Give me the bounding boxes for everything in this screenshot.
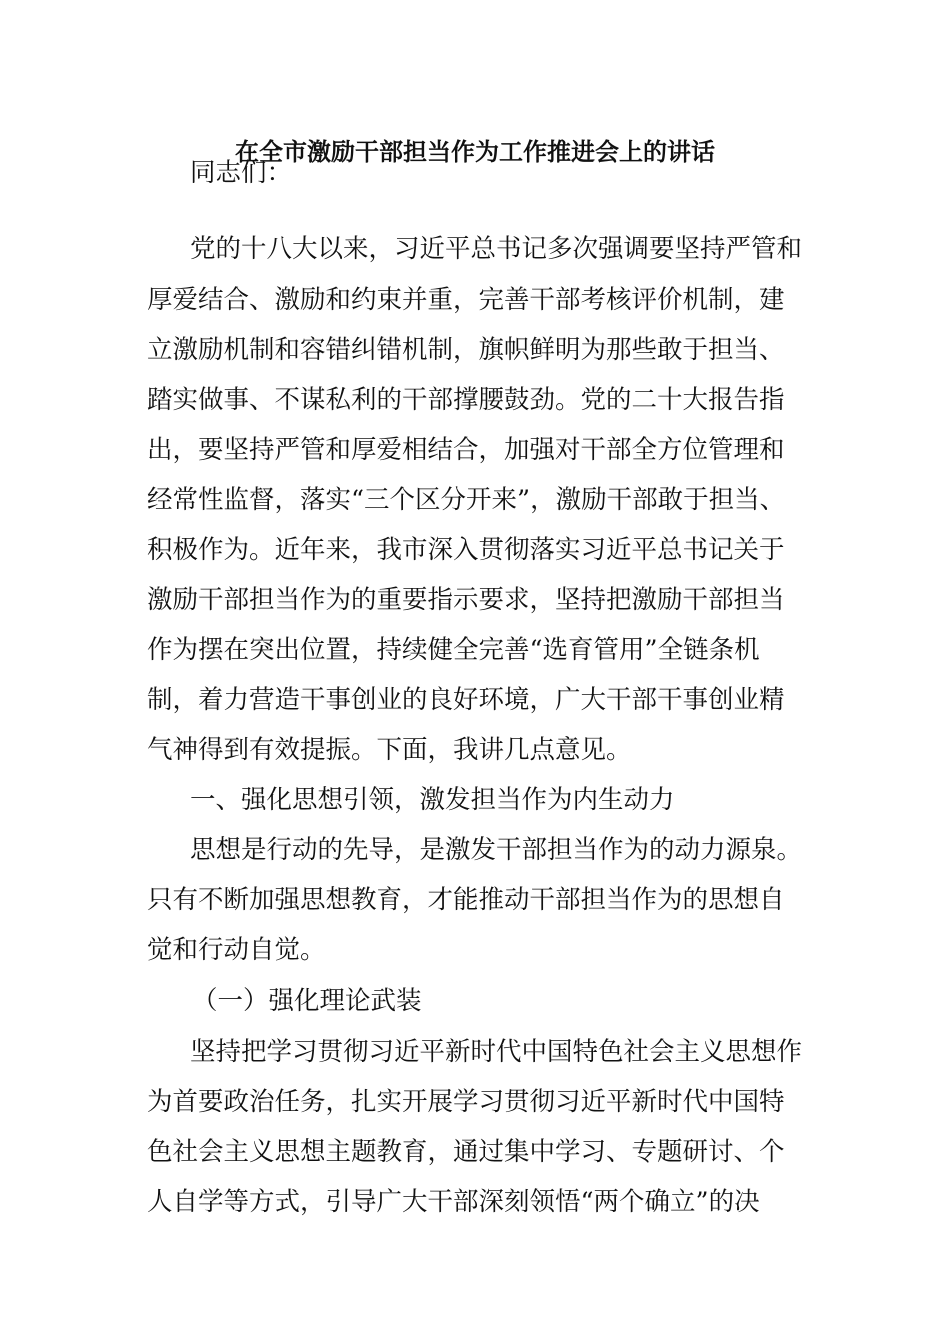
section-heading: 一、强化思想引领，激发担当作为内生动力 — [190, 785, 675, 815]
paragraph-line: 坚持把学习贯彻习近平新时代中国特色社会主义思想作 — [190, 1037, 803, 1067]
paragraph-line: 党的十八大以来，习近平总书记多次强调要坚持严管和 — [190, 234, 803, 264]
paragraph-line: 气神得到有效提振。下面，我讲几点意见。 — [147, 735, 632, 765]
paragraph-line: 制，着力营造干事创业的良好环境，广大干部干事创业精 — [147, 685, 785, 715]
paragraph-line: 思想是行动的先导，是激发干部担当作为的动力源泉。 — [190, 835, 803, 865]
paragraph-line: 经常性监督，落实“三个区分开来”，激励干部敢于担当、 — [147, 485, 786, 515]
paragraph-line: 只有不断加强思想教育，才能推动干部担当作为的思想自 — [147, 885, 785, 915]
paragraph-line: 积极作为。近年来，我市深入贯彻落实习近平总书记关于 — [147, 535, 785, 565]
salutation: 同志们： — [190, 158, 293, 188]
paragraph-line: 为首要政治任务，扎实开展学习贯彻习近平新时代中国特 — [147, 1087, 785, 1117]
subsection-heading: （一）强化理论武装 — [192, 986, 422, 1016]
paragraph-line: 踏实做事、不谋私利的干部撑腰鼓劲。党的二十大报告指 — [147, 385, 785, 415]
paragraph-line: 出，要坚持严管和厚爱相结合，加强对干部全方位管理和 — [147, 435, 785, 465]
paragraph-line: 立激励机制和容错纠错机制，旗帜鲜明为那些敢于担当、 — [147, 335, 785, 365]
paragraph-line: 作为摆在突出位置，持续健全完善“选育管用”全链条机 — [147, 635, 760, 665]
paragraph-line: 厚爱结合、激励和约束并重，完善干部考核评价机制，建 — [147, 285, 785, 315]
document-title: 在全市激励干部担当作为工作推进会上的讲话 — [235, 138, 715, 166]
paragraph-line: 激励干部担当作为的重要指示要求，坚持把激励干部担当 — [147, 585, 785, 615]
paragraph-line: 人自学等方式，引导广大干部深刻领悟“两个确立”的决 — [147, 1187, 760, 1217]
paragraph-line: 觉和行动自觉。 — [147, 935, 326, 965]
paragraph-line: 色社会主义思想主题教育，通过集中学习、专题研讨、个 — [147, 1137, 785, 1167]
